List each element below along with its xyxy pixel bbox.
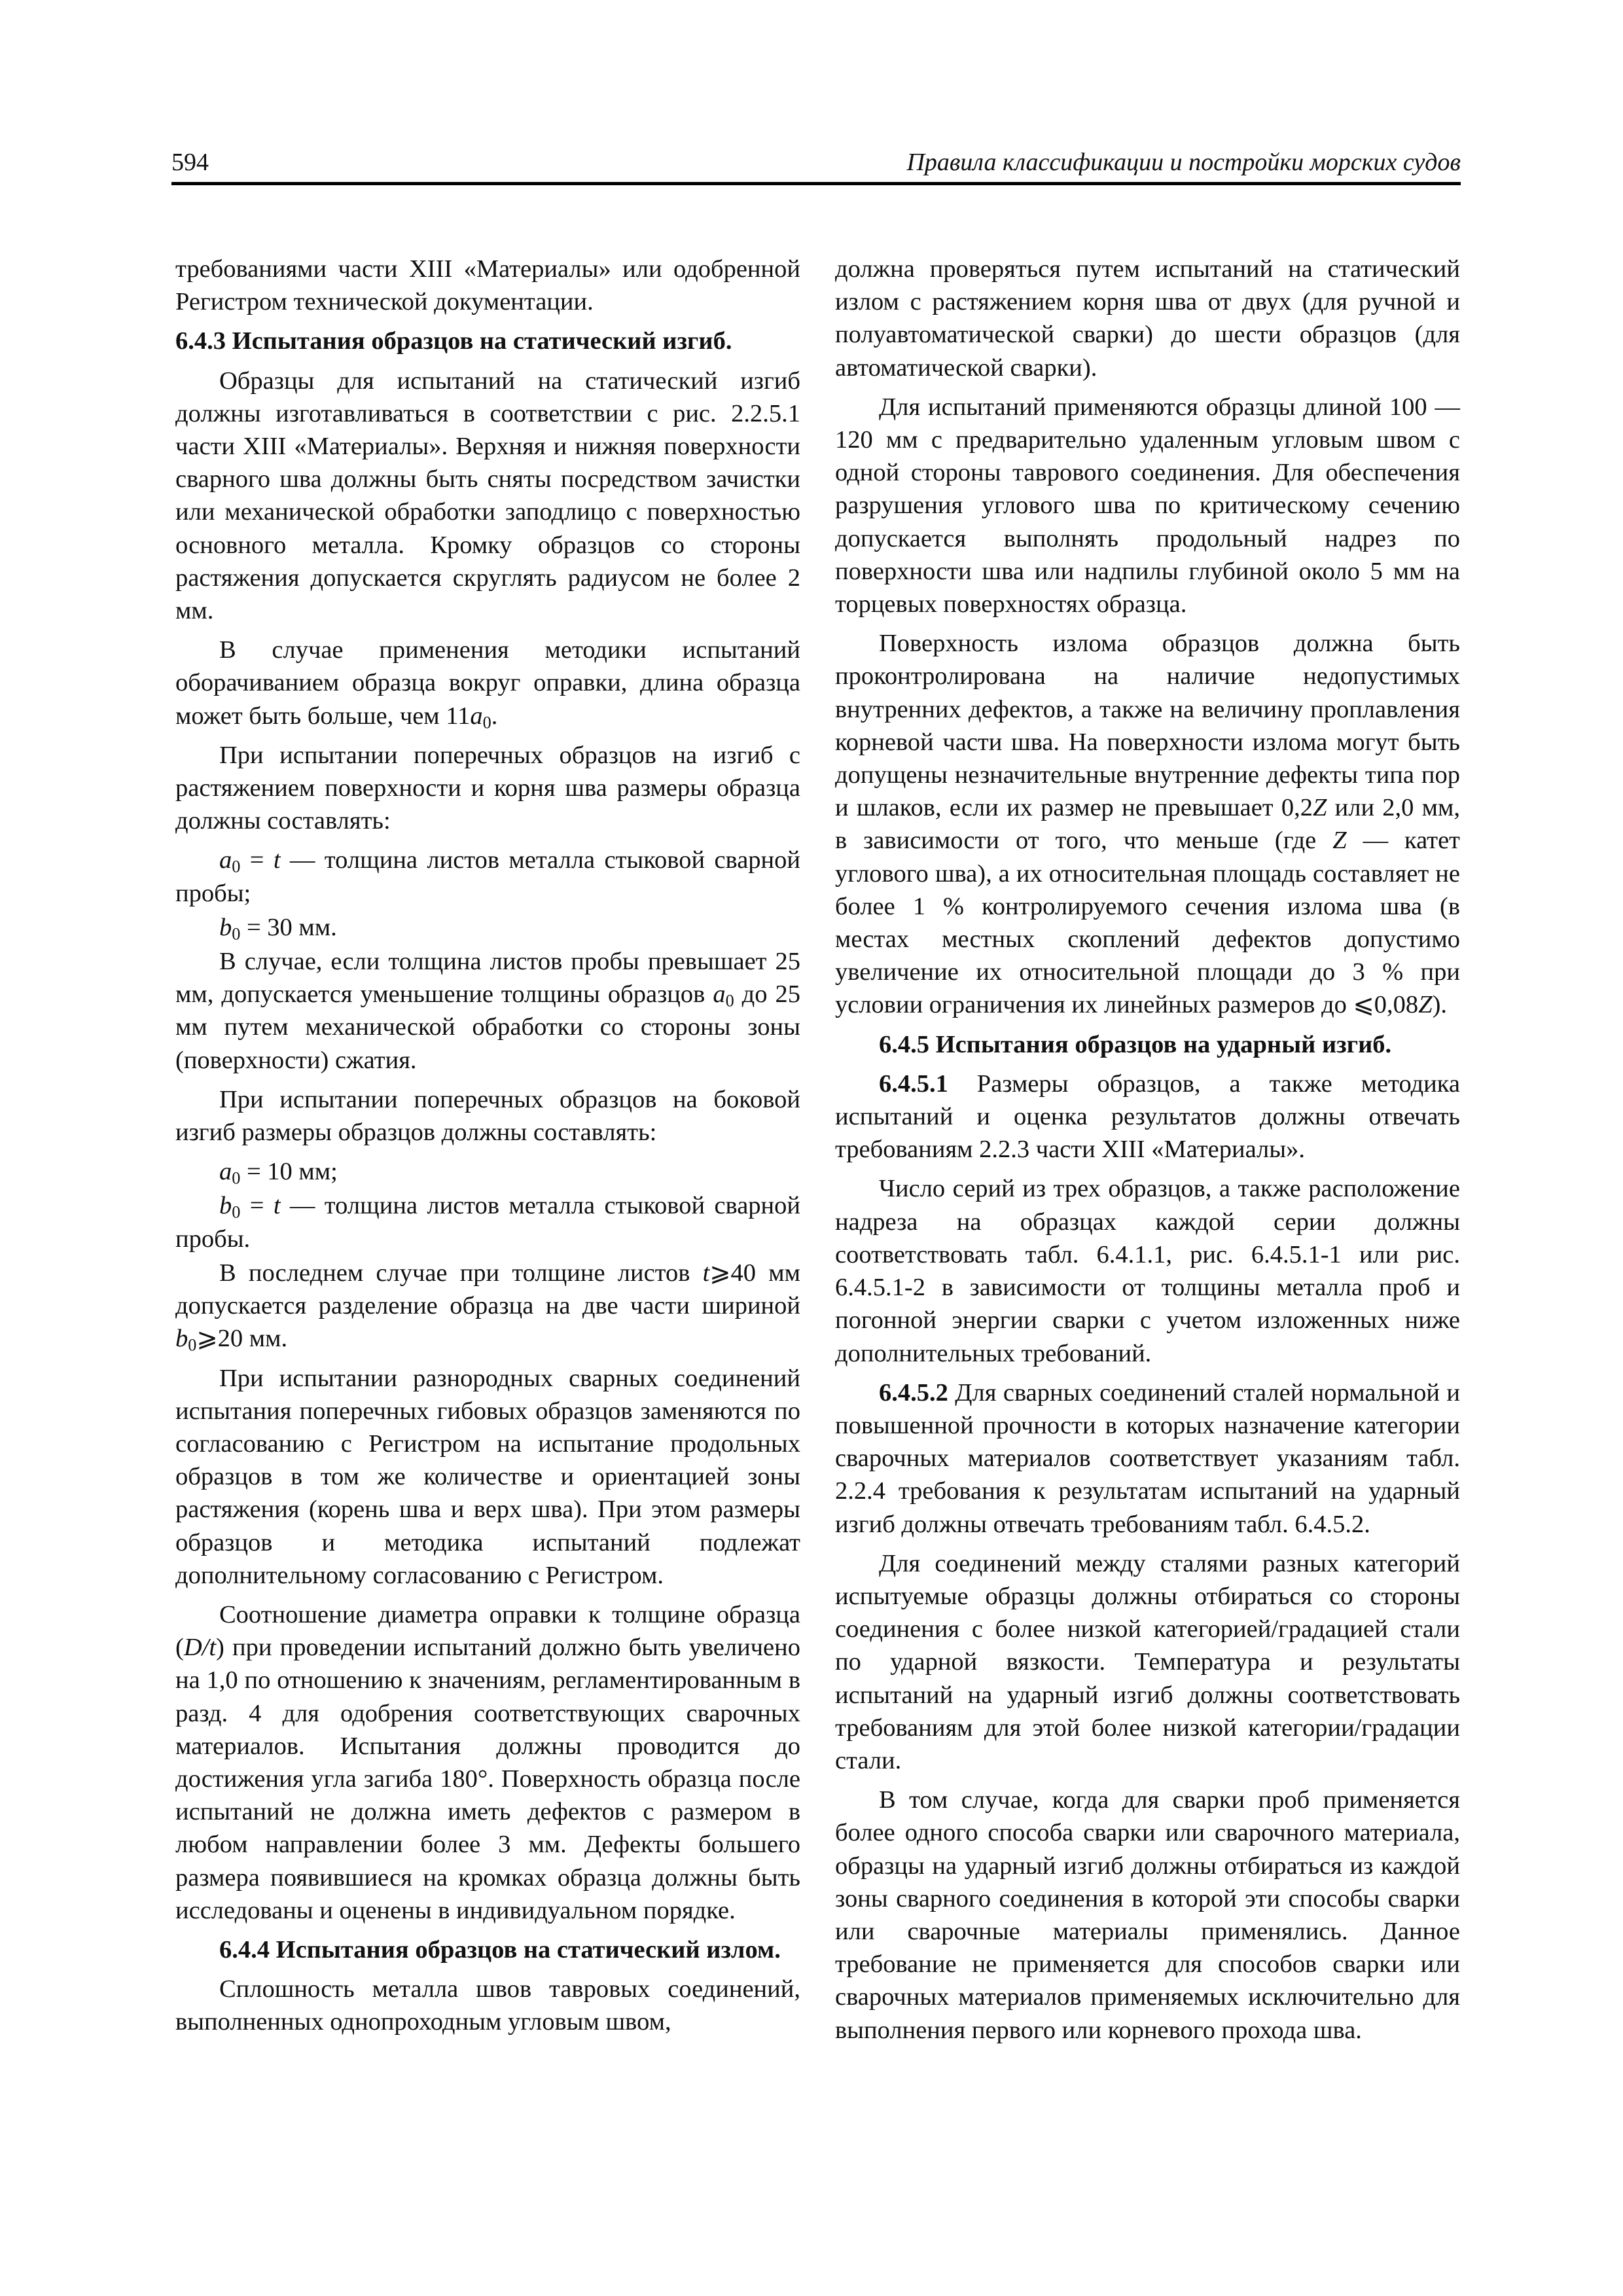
paragraph: В том случае, когда для сварки проб применяется более одного способа сварки или сварочного материала, образцы на ударный изгиб должны отбираться из каждой зоны сварного соединения в которой эти способы сварки или сварочные материалы применялись. Данное требование не применяется для способов сварки или сварочных материалов применяемых исключительно для выполнения первого или корневого прохода шва. [835, 1786, 1460, 2044]
section-heading-6-4-5: 6.4.5 Испытания образцов на ударный изгиб. [879, 1030, 1392, 1058]
left-column [175, 253, 800, 2045]
formula-line: $b_0 = t$ — толщина листов металла стыковой сварной пробы. [175, 1192, 800, 1253]
paragraph: При испытании поперечных образцов на изгиб с растяжением поверхности и корня шва размеры образца должны составлять: [175, 741, 800, 835]
clause-number: 6.4.5.1 [879, 1069, 948, 1098]
paragraph: В случае применения методики испытаний оборачиванием образца вокруг оправки, длина образца может быть больше, чем $11a_0$. [175, 636, 800, 732]
paragraph: В последнем случае при толщине листов t⩾40 мм допускается разделение образца на две части шириной $b_0⩾20$ мм. [175, 1259, 800, 1355]
continued-paragraph: требованиями части XIII «Материалы» или одобренной Регистром технической документации. [175, 255, 800, 316]
section-heading-6-4-3: 6.4.3 Испытания образцов на статический изгиб. [175, 327, 732, 355]
paragraph: Для соединений между сталями разных категорий испытуемые образцы должны отбираться со стороны соединения с более низкой категорией/градацией стали по ударной вязкости. Температура и результаты испытаний на ударный изгиб должны соответствовать требованиям для этой более низкой категории/градации стали. [835, 1549, 1460, 1774]
clause-number: 6.4.5.2 [879, 1378, 948, 1407]
paragraph: Для испытаний применяются образцы длиной 100 — 120 мм с предварительно удаленным угловым швом с одной стороны таврового соединения. Для обеспечения разрушения углового шва по критическому сечению допускается выполнять продольный надрез по поверхности шва или надпилы глубиной около 5 мм на торцевых поверхностях образца. [835, 393, 1460, 619]
continued-paragraph: должна проверяться путем испытаний на статический излом с растяжением корня шва от двух (для ручной и полуавтоматической сварки) до шести образцов (для автоматической сварки). [835, 255, 1460, 382]
paragraph: 6.4.5.1 Размеры образцов, а также методика испытаний и оценка результатов должны отвечать требованиям 2.2.3 части XIII «Материалы». [835, 1069, 1460, 1164]
paragraph: Число серий из трех образцов, а также расположение надреза на образцах каждой серии должны соответствовать табл. 6.4.1.1, рис. 6.4.5.1-1 или рис. 6.4.5.1-2 в зависимости от толщины металла проб и погонной энергии сварки с учетом изложенных ниже дополнительных требований. [835, 1175, 1460, 1367]
running-title: Правила классификации и постройки морских судов [906, 149, 1461, 176]
paragraph: Образцы для испытаний на статический изгиб должны изготавливаться в соответствии с рис. 2.2.5.1 части XIII «Материалы». Верхняя и нижняя поверхности сварного шва должны быть сняты посредством зачистки или механической обработки заподлицо с поверхностью основного металла. Кромку образцов со стороны растяжения допускается скруглять радиусом не более 2 мм. [175, 367, 800, 625]
paragraph: Соотношение диаметра оправки к толщине образца (D/t) при проведении испытаний должно быть увеличено на 1,0 по отношению к значениям, регламентированным в разд. 4 для одобрения соответствующих сварочных материалов. Испытания должны проводится до достижения угла загиба 180°. Поверхность образца после испытаний не должна иметь дефектов с размером в любом направлении более 3 мм. Дефекты большего размера появившиеся на кромках образца должны быть исследованы и оценены в индивидуальном порядке. [175, 1600, 800, 1924]
paragraph: Сплошность металла швов тавровых соединений, выполненных однопроходным угловым швом, [175, 1975, 800, 2036]
paragraph: 6.4.5.2 Для сварных соединений сталей нормальной и повышенной прочности в которых назначение категории сварочных материалов соответствует указаниям табл. 2.2.4 требования к результатам испытаний на ударный изгиб должны отвечать требованиям табл. 6.4.5.2. [835, 1378, 1460, 1538]
formula-line: $a_0 = 10$ мм; [219, 1158, 338, 1188]
paragraph: При испытании разнородных сварных соединений испытания поперечных гибовых образцов заменяются по согласованию с Регистром на испытание продольных образцов в том же количестве и ориентацией зоны растяжения (корень шва и верх шва). При этом размеры образцов и методика испытаний подлежат дополнительному согласованию с Регистром. [175, 1364, 800, 1589]
paragraph: В случае, если толщина листов пробы превышает 25 мм, допускается уменьшение толщины образцов $a_0$ до 25 мм путем механической обработки со стороны зоны (поверхности) сжатия. [175, 948, 800, 1074]
formula-line: $a_0 = t$ — толщина листов металла стыковой сварной пробы; [175, 846, 800, 907]
paragraph: При испытании поперечных образцов на боковой изгиб размеры образцов должны составлять: [175, 1085, 800, 1147]
page-header [171, 143, 1461, 185]
right-column [835, 253, 1460, 2053]
section-heading-6-4-4: 6.4.4 Испытания образцов на статический излом. [219, 1935, 781, 1964]
page-number: 594 [171, 149, 209, 176]
formula-line: $b_0 = 30$ мм. [219, 913, 337, 944]
paragraph: Поверхность излома образцов должна быть проконтролирована на наличие недопустимых внутренних дефектов, а также на величину проплавления корневой части шва. На поверхности излома могут быть допущены незначительные внутренние дефекты типа пор и шлаков, если их размер не превышает 0,2Z или 2,0 мм, в зависимости от того, что меньше (где Z — катет углового шва), а их относительная площадь составляет не более 1 % контролируемого сечения излома шва (в местах местных скоплений дефектов допустимо увеличение их относительной площади до 3 % при условии ограничения их линейных размеров до ⩽0,08Z). [835, 630, 1461, 1019]
